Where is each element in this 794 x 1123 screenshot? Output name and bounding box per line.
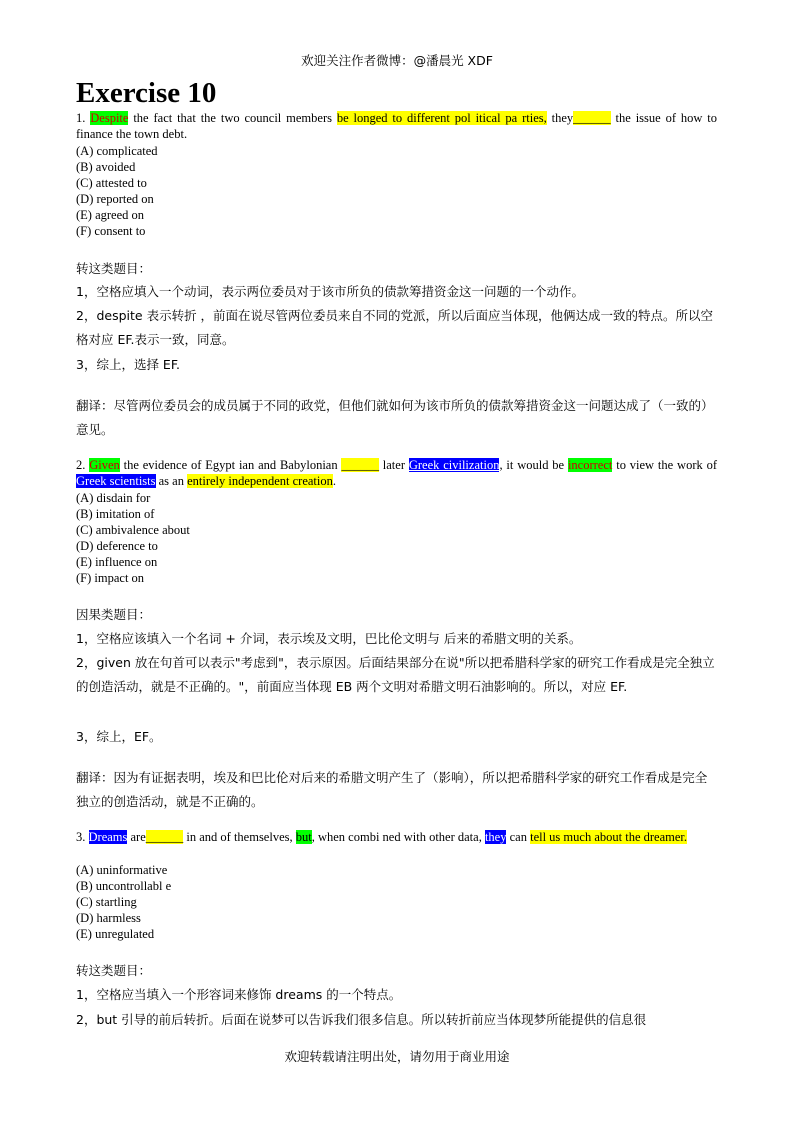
option: (F) consent to [76, 224, 146, 238]
option: (B) uncontrollabl e [76, 879, 172, 893]
option: (A) disdain for [76, 491, 151, 505]
option: (F) impact on [76, 571, 145, 585]
keyword-but: but [295, 830, 312, 844]
keyword-incorrect: incorrect [567, 458, 613, 472]
translation: 翻译：因为有证据表明，埃及和巴比伦对后来的希腊文明产生了（影响），所以把希腊科学家的研究工作看成是完全独立的创造活动，就是不正确的。 [76, 770, 708, 809]
option: (D) reported on [76, 192, 154, 206]
analysis-3: 3，综上，EF。 [76, 729, 162, 744]
highlight-tell-us: tell us much about the dreamer. [530, 830, 687, 844]
page-footer: 欢迎转载请注明出处，请勿用于商业用途 [284, 1049, 510, 1064]
keyword-dreams: Dreams [88, 830, 128, 844]
blank: ______ [145, 830, 184, 844]
analysis-1: 1，空格应当填入一个形容词来修饰 dreams 的一个特点。 [76, 987, 402, 1002]
analysis-2: 2，given 放在句首可以表示"考虑到"，表示原因。后面结果部分在说"所以把希腊科学家的研究工作看成是完全独立的创造活动，就是不正确的。"，前面应当体现 EB 两个文明对希腊文明石油影响的。所以，对应 EF. [76, 655, 715, 694]
option: (B) imitation of [76, 507, 155, 521]
question-type: 转这类题目： [76, 261, 152, 276]
analysis-2: 2，despite 表示转折 ，前面在说尽管两位委员来自不同的党派，所以后面应当体现，他俩达成一致的特点。所以空格对应 EF.表示一致，同意。 [76, 308, 714, 347]
page-header: 欢迎关注作者微博：@潘晨光 XDF [301, 53, 493, 68]
option: (E) agreed on [76, 208, 145, 222]
option: (B) avoided [76, 160, 136, 174]
blank: ______ [341, 458, 379, 472]
translation: 翻译：尽管两位委员会的成员属于不同的政党，但他们就如何为该市所负的债款筹措资金这一问题达成了（一致的）意见。 [76, 398, 714, 437]
analysis-3: 3，综上，选择 EF. [76, 357, 180, 372]
blank: ______ [573, 111, 611, 125]
highlight-entirely: entirely independent creation [187, 474, 333, 488]
page-title: Exercise 10 [76, 77, 217, 109]
option: (D) deference to [76, 539, 158, 553]
highlight-belonged: be longed to different pol itical pa rties, [336, 111, 547, 125]
analysis-1: 1，空格应该填入一个名词 + 介词，表示埃及文明，巴比伦文明与 后来的希腊文明的关系。 [76, 631, 582, 646]
question-3-stem: 3. Dreams are______ in and of themselves, but, when combi ned with other data, they can tell us much about the dreamer. [76, 830, 687, 844]
option: (C) startling [76, 895, 137, 909]
keyword-greek-civilization: Greek civilization [408, 458, 500, 472]
analysis-1: 1，空格应填入一个动词，表示两位委员对于该市所负的债款筹措资金这一问题的一个动作。 [76, 284, 584, 299]
question-2-stem: 2. Given the evidence of Egypt ian and Babylonian ______ later Greek civilization, it would be incorrect to view the work of Greek scientists as an entirely independent creation. [76, 458, 717, 488]
option: (D) harmless [76, 911, 141, 925]
option: (C) attested to [76, 176, 147, 190]
question-1-stem: 1. Despite the fact that the two council members be longed to different pol itical pa rties, they______ the issue of how to finance the town debt. [76, 111, 717, 141]
option: (A) complicated [76, 144, 158, 158]
option: (E) influence on [76, 555, 158, 569]
analysis-2: 2，but 引导的前后转折。后面在说梦可以告诉我们很多信息。所以转折前应当体现梦所能提供的信息很 [76, 1012, 647, 1027]
keyword-they: they [484, 830, 507, 844]
question-type: 转这类题目： [76, 963, 152, 978]
keyword-greek-scientists: Greek scientists [76, 474, 156, 488]
option: (C) ambivalence about [76, 523, 190, 537]
question-type: 因果类题目： [76, 607, 152, 622]
option: (E) unregulated [76, 927, 155, 941]
option: (A) uninformative [76, 863, 168, 877]
keyword-despite: Despite [90, 111, 129, 125]
keyword-given: Given [89, 458, 120, 472]
